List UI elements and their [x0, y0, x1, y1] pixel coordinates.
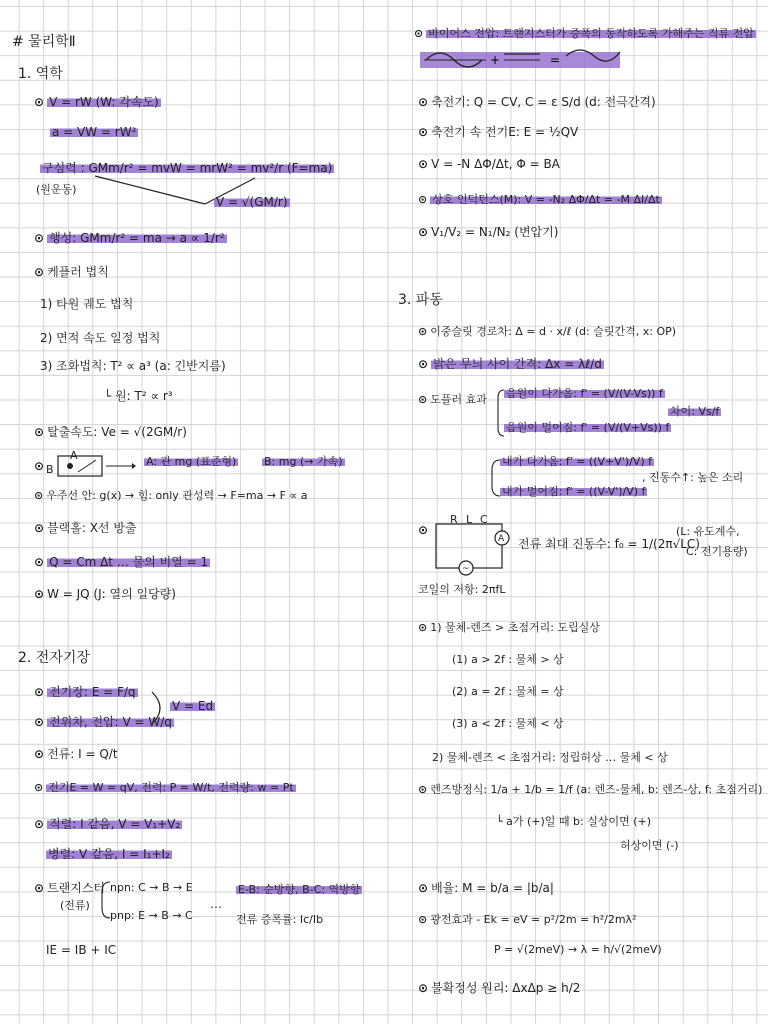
- note-resonance-l: (L: 유도계수,: [676, 525, 740, 538]
- junction-text: E-B: 순방향, B-C: 역방향: [238, 883, 361, 896]
- note-transistor-sub: (전류): [60, 899, 90, 912]
- circuit-r-label: R: [450, 513, 458, 526]
- series-text: 직렬: I 같음, V = V₁+V₂: [49, 817, 181, 831]
- kepler-text: 케플러 법칙: [47, 265, 109, 279]
- em-potential-text: 전위차, 전압: V = W/q: [49, 715, 172, 729]
- bullet-icon: ⊙: [34, 715, 45, 729]
- transformer-text: V₁/V₂ = N₁/N₂ (변압기): [431, 225, 559, 239]
- uniform-text: V = Ed: [172, 699, 214, 713]
- note-bias: [414, 26, 756, 42]
- field-text: 전기장: E = F/q: [49, 685, 136, 699]
- transistor-text: 트랜지스터: [47, 881, 106, 895]
- bullet-icon: ⊙: [414, 27, 424, 40]
- bullet-icon: ⊙: [418, 783, 428, 796]
- bullet-icon: ⊙: [34, 521, 45, 535]
- note-resonance: 전류 최대 진동수: f₀ = 1/(2π√LC): [518, 537, 700, 551]
- circuit-l-label: L: [466, 513, 473, 526]
- magnification-text: 배율: M = b/a = |b/a|: [431, 881, 554, 895]
- note-doppler-d: [500, 484, 647, 500]
- note-magnification: [418, 880, 554, 896]
- mutual-text: 상호 인덕턴스(M): V = -N₂ ΔΦ/Δt = -M ΔI/Δt: [432, 193, 660, 206]
- note-uniform: [170, 698, 215, 714]
- note-fringe: [418, 356, 604, 372]
- note-lens1: [418, 620, 600, 636]
- note-centripetal: [40, 160, 334, 176]
- bullet-icon: ⊙: [34, 587, 45, 601]
- bullet-icon: ⊙: [418, 225, 429, 239]
- note-kepler: [34, 264, 109, 280]
- note-doppler-a: [504, 386, 665, 402]
- inclined-a: [144, 454, 238, 470]
- note-transistor: [34, 880, 105, 896]
- bullet-icon: ⊙: [34, 95, 45, 109]
- circuit-c-label: C: [480, 513, 488, 526]
- bullet-icon: ⊙: [34, 881, 45, 895]
- note-lens-sign2: 허상이면 (-): [620, 839, 679, 852]
- note-dots: …: [210, 897, 222, 911]
- note-mutual: [418, 192, 662, 208]
- inclined-label-a: A: [70, 449, 78, 462]
- note-lens1b: (2) a = 2f : 물체 = 상: [452, 685, 564, 698]
- bullet-icon: ⊙: [418, 523, 429, 537]
- current-text: 전류: I = Q/t: [47, 747, 118, 761]
- note-potential: [34, 488, 308, 504]
- section-heading-waves: 3. 파동: [398, 292, 443, 308]
- bullet-icon: ⊙: [418, 981, 429, 995]
- note-kepler3: 3) 조화법칙: T² ∝ a³ (a: 긴반지름): [40, 359, 226, 373]
- v-eq-text: V = rW (W: 각속도): [49, 95, 159, 109]
- bullet-icon: ⊙: [34, 489, 44, 502]
- lens-eq-text: 렌즈방정식: 1/a + 1/b = 1/f (a: 렌즈-물체, b: 렌즈-상, f: 초점거리): [430, 783, 763, 796]
- note-kepler3-circle: └ 원: T² ∝ r³: [104, 389, 173, 403]
- lens1-text: 1) 물체-렌즈 > 초점거리: 도립실상: [430, 621, 600, 634]
- capacitor-text: 축전기: Q = CV, C = ε S/d (d: 전극간격): [431, 95, 656, 109]
- bullet-icon: ⊙: [34, 425, 45, 439]
- note-series: [34, 816, 182, 832]
- note-accel: [34, 230, 227, 246]
- inclined-b-text: B: mg (→ 가속): [264, 455, 343, 468]
- ammeter-icon: A: [498, 534, 505, 544]
- note-heat: [34, 554, 210, 570]
- note-escape: [34, 424, 187, 440]
- note-photoelectric: [418, 912, 636, 928]
- note-doppler-diff: [668, 404, 721, 420]
- power-text: 전기E = W = qV, 전력: P = W/t, 전력량: w = Pt: [48, 781, 294, 794]
- heat-text: Q = Cm Δt … 물의 비열 = 1: [49, 555, 209, 569]
- bullet-icon: ⊙: [418, 95, 429, 109]
- svg-text:+: +: [490, 53, 501, 67]
- note-junction: [236, 882, 362, 898]
- a-eq-text: a = VW = rW²: [52, 125, 137, 139]
- box-diagram: [56, 454, 136, 484]
- note-orbital-v: [214, 194, 290, 210]
- blackbody-text: 블랙홀: X선 방출: [47, 521, 137, 535]
- note-circular-motion: (원운동): [36, 183, 77, 196]
- doppler-text: 도플러 효과: [430, 393, 487, 406]
- bullet-icon: ⊙: [34, 781, 44, 794]
- bullet-icon: ⊙: [418, 325, 428, 338]
- bullet-icon: ⊙: [34, 555, 45, 569]
- bias-text: 바이어스 전압: 트랜지스터가 증폭의 동작하도록 가해주는 직류 전압: [428, 27, 754, 40]
- bullet-icon: ⊙: [34, 231, 45, 245]
- bullet-icon: ⊙: [418, 193, 428, 206]
- note-npn: npn: C → B → E: [110, 881, 193, 894]
- note-parallel: [46, 846, 172, 862]
- note-coil: 코일의 저항: 2πfL: [418, 583, 506, 596]
- note-v-eq: [34, 94, 161, 110]
- capacitor-energy-text: 축전기 속 전기E: E = ½QV: [431, 125, 579, 139]
- note-current: [34, 746, 118, 762]
- inclined-label-b: B: [46, 463, 54, 476]
- note-blackbody: [34, 520, 137, 536]
- centripetal-text: 구심력 : GMm/r² = mvW = mrW² = mv²/r (F=ma): [42, 161, 333, 175]
- note-capacitor: [418, 94, 656, 110]
- note-doppler-c: [500, 454, 654, 470]
- note-resonance-c: C: 전기용량): [686, 545, 748, 558]
- ac-source-icon: ~: [462, 564, 470, 574]
- bullet-icon: ⊙: [418, 357, 429, 371]
- parallel-text: 병렬: V 같음, I = I₁+I₂: [48, 847, 170, 861]
- note-doppler-note: , 진동수↑: 높은 소리: [642, 471, 744, 484]
- bullet-icon: ⊙: [34, 817, 45, 831]
- note-double-slit: [418, 324, 676, 340]
- potential-text: 우주선 안: g(x) → 힘: only 관성력 → F=ma → F ∝ a: [46, 489, 308, 502]
- work-heat-text: W = JQ (J: 열의 일당량): [47, 587, 176, 601]
- bullet-circuit: [418, 522, 431, 538]
- note-capacitor-energy: [418, 124, 578, 140]
- uncertainty-text: 불확정성 원리: ΔxΔp ≥ h/2: [431, 981, 581, 995]
- note-doppler: [418, 392, 487, 408]
- bias-waveform-diagram: [420, 44, 630, 78]
- doppler-d-text: 내가 멀어짐: f' = ((V-V')/V) f: [502, 485, 646, 498]
- note-induction: [418, 156, 560, 172]
- page-title: # 물리학Ⅱ: [12, 34, 76, 50]
- note-field: [34, 684, 138, 700]
- escape-text: 탈출속도: Ve = √(2GM/r): [47, 425, 187, 439]
- note-a-eq: [50, 124, 138, 140]
- doppler-a-text: 음원이 다가옴: f' = (V/(V-Vs)) f: [506, 387, 663, 400]
- bullet-icon: ⊙: [34, 265, 45, 279]
- lc-circuit-diagram: [432, 514, 522, 574]
- photoelectric-text: 광전효과 - Ek = eV = p²/2m = h²/2mλ²: [430, 913, 637, 926]
- doppler-b-text: 음원이 멀어짐: f' = (V/(V+Vs)) f: [506, 421, 670, 434]
- note-doppler-b: [504, 420, 671, 436]
- note-lens-eq: [418, 782, 762, 798]
- brace-icon: [150, 690, 164, 726]
- note-gain: 전류 증폭률: Ic/Ib: [236, 913, 324, 926]
- orbital-v-text: V = √(GM/r): [216, 195, 288, 209]
- doppler-c-text: 내가 다가옴: f' = ((V+V')/V) f: [502, 455, 652, 468]
- bullet-icon: ⊙: [418, 881, 429, 895]
- note-de-broglie: P = √(2meV) → λ = h/√(2meV): [494, 943, 662, 956]
- fringe-text: 밝은 무늬 사이 간격: Δx = λℓ/d: [433, 357, 602, 371]
- bullet-icon: ⊙: [34, 685, 45, 699]
- note-lens-sign1: └ a가 (+)일 때 b: 실상이면 (+): [496, 815, 652, 828]
- note-uncertainty: [418, 980, 580, 996]
- section-heading-em: 2. 전자기장: [18, 650, 90, 666]
- accel-text: 행성: GMm/r² = ma → a ∝ 1/r²: [49, 231, 225, 245]
- induction-text: V = -N ΔΦ/Δt, Φ = BA: [431, 157, 560, 171]
- bullet-icon: ⊙: [34, 747, 45, 761]
- bullet-icon: ⊙: [34, 459, 45, 473]
- note-power: [34, 780, 296, 796]
- bullet-icon: ⊙: [418, 913, 428, 926]
- note-work-heat: [34, 586, 176, 602]
- doppler-diff-text: 차이: Vs/f: [670, 405, 720, 418]
- note-pnp: pnp: E → B → C: [110, 909, 193, 922]
- note-kepler2: 2) 면적 속도 일정 법칙: [40, 331, 161, 345]
- note-kepler1: 1) 타원 궤도 법칙: [40, 297, 134, 311]
- svg-text:=: =: [550, 53, 561, 67]
- note-ie: IE = IB + IC: [46, 943, 117, 957]
- bullet-icon: ⊙: [418, 621, 428, 634]
- bullet-icon: ⊙: [418, 157, 429, 171]
- inclined-b: [262, 454, 345, 470]
- bullet-icon: ⊙: [418, 393, 428, 406]
- note-lens1c: (3) a < 2f : 물체 < 상: [452, 717, 564, 730]
- inclined-a-text: A: 관 mg (표준형): [146, 455, 237, 468]
- bullet-icon: ⊙: [418, 125, 429, 139]
- note-lens2: 2) 물체-렌즈 < 초점거리: 정립허상 … 물체 < 상: [432, 751, 668, 764]
- note-transformer: [418, 224, 558, 240]
- note-lens1a: (1) a > 2f : 물체 > 상: [452, 653, 564, 666]
- double-slit-text: 이중슬릿 경로차: Δ = d · x/ℓ (d: 슬릿간격, x: OP): [430, 325, 677, 338]
- section-heading-mechanics: 1. 역학: [18, 66, 63, 82]
